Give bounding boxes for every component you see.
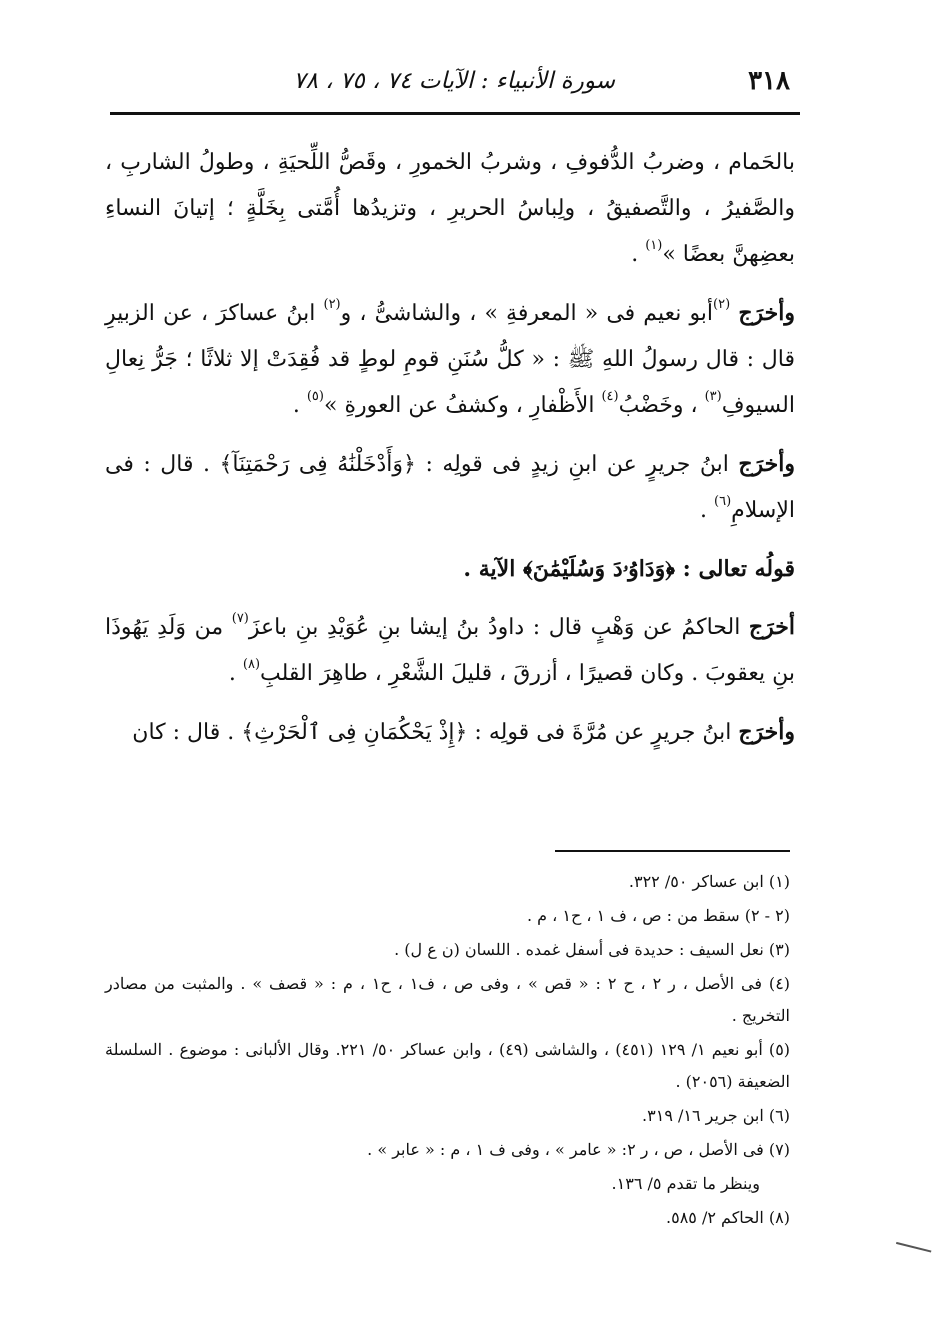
paragraph-text: ابنُ عساكرَ ، عن الزبيرِ قال : قال رسولُ اللهِ ﷺ : « كلُّ سُنَنِ قومِ لوطٍ قد فُقِدَتْ إلا ثلاثًا ؛ جَرُّ نِعالِ السيوفِ	[105, 301, 795, 418]
footnote-8: (٨) الحاكم ٢/ ٥٨٥.	[666, 1208, 790, 1227]
paragraph-text: ، وخَضْبُ	[618, 393, 705, 418]
scan-edge-mark	[893, 1242, 932, 1266]
paragraph-2	[105, 290, 795, 429]
paragraph-lead: وأخرَج	[738, 451, 795, 477]
footnote-2: (٢ - ٢) سقط من : ص ، ف ١ ، ح١ ، م .	[526, 906, 790, 925]
paragraph-text: بالحَمام ، وضربُ الدُّفوفِ ، وشربُ الخمورِ ، وقَصُّ اللِّحيَةِ ، وطولُ الشاربِ ، والصَّفيرُ ، والتَّصفيقُ ، ولِباسُ الحريرِ ، وتزيدُها أُمَّتى بِخَلَّةٍ ؛ إتيانَ النساءِ بعضِهنَّ بعضًا »	[105, 150, 795, 267]
paragraph-text: ابنُ جريرٍ عن مُرَّةَ فى قولِه : ﴿إِذْ يَحْكُمَانِ فِى ٱلْحَرْثِ﴾ . قال : كان	[132, 720, 739, 745]
paragraph-text: ابنُ جريرٍ عن ابنِ زيدٍ فى قولِه : ﴿وَأَدْخَلْنَٰهُ فِى رَحْمَتِنَآ﴾ . قال : فى الإسلامِ	[105, 452, 795, 523]
header-rule	[110, 112, 800, 115]
footnote-marker: (٥)	[306, 389, 324, 404]
footnote-marker: (٢)	[713, 297, 731, 312]
paragraph-tail: .	[292, 393, 307, 418]
footnote-marker: (٧)	[231, 611, 249, 626]
page-header	[110, 62, 790, 106]
paragraph-lead: أخرَج	[748, 614, 795, 640]
footnotes	[105, 866, 790, 1236]
paragraph-lead: وأخرَج	[738, 300, 795, 326]
paragraph-text: أبو نعيم فى « المعرفةِ » ، والشاشىُّ ، و	[340, 301, 714, 326]
footnote-rule	[555, 850, 790, 852]
page-number: ٣١٨	[748, 66, 790, 96]
paragraph-1	[105, 140, 795, 278]
footnote-marker: (٢)	[323, 297, 341, 312]
paragraph-text: الحاكمُ عن وَهْبٍ قال : داودُ بنُ إيشا بنِ عُوَيْدِ بنِ باعزَ	[248, 615, 749, 640]
footnote-marker: (٨)	[242, 657, 261, 672]
footnote-5: (٥) أبو نعيم ١/ ١٢٩ (٤٥١) ، والشاشى (٤٩) ، وابن عساكر ٥٠/ ٢٢١. وقال الألبانى : موضوع . السلسلة الضعيفة (٢٠٥٦) .	[105, 1040, 791, 1091]
footnote-7: (٧) فى الأصل ، ص ، ر ٢: « عامر » ، وفى ف ١ ، م : « عابر » .	[367, 1140, 790, 1159]
footnote-4: (٤) فى الأصل ، ر ٢ ، ح ٢ : « قص » ، وفى ص ، ف١ ، ح١ ، م : « قصف » . والمثبت من مصادر التخريج .	[105, 974, 791, 1025]
footnote-7-continuation: وينظر ما تقدم ٥/ ١٣٦.	[611, 1174, 760, 1193]
footnote-1: (١) ابن عساكر ٥٠/ ٣٢٢.	[628, 872, 790, 891]
paragraph-6	[105, 709, 795, 756]
paragraph-lead: وأخرَج	[738, 719, 795, 745]
paragraph-text: من وَلَدِ يَهُوذَا بنِ يعقوبَ . وكان قصيرًا ، أزرقَ ، قليلَ الشَّعْرِ ، طاهِرَ القلبِ	[105, 615, 795, 686]
paragraph-tail: .	[631, 242, 646, 267]
paragraph-3	[105, 441, 795, 534]
paragraph-tail: .	[228, 661, 243, 686]
footnote-3: (٣) نعل السيف : حديدة فى أسفل غمده . اللسان (ن ع ل) .	[394, 940, 790, 959]
footnote-marker: (١)	[645, 238, 663, 253]
footnote-marker: (٦)	[714, 494, 732, 509]
paragraph-5	[105, 604, 795, 697]
paragraph-text: الأَظْفارِ ، وكشفُ عن العورةِ »	[323, 393, 602, 418]
main-text	[105, 140, 795, 768]
running-title: سورة الأنبياء : الآيات ٧٤ ، ٧٥ ، ٧٨	[293, 68, 615, 94]
paragraph-tail: .	[700, 498, 715, 523]
footnote-6: (٦) ابن جرير ١٦/ ٣١٩.	[642, 1106, 790, 1125]
verse-heading: قولُه تعالى : ﴿وَدَاوُۥدَ وَسُلَيْمَٰنَ﴾ الآية .	[463, 556, 795, 582]
footnote-marker: (٣)	[704, 389, 722, 404]
footnote-marker: (٤)	[601, 389, 619, 404]
